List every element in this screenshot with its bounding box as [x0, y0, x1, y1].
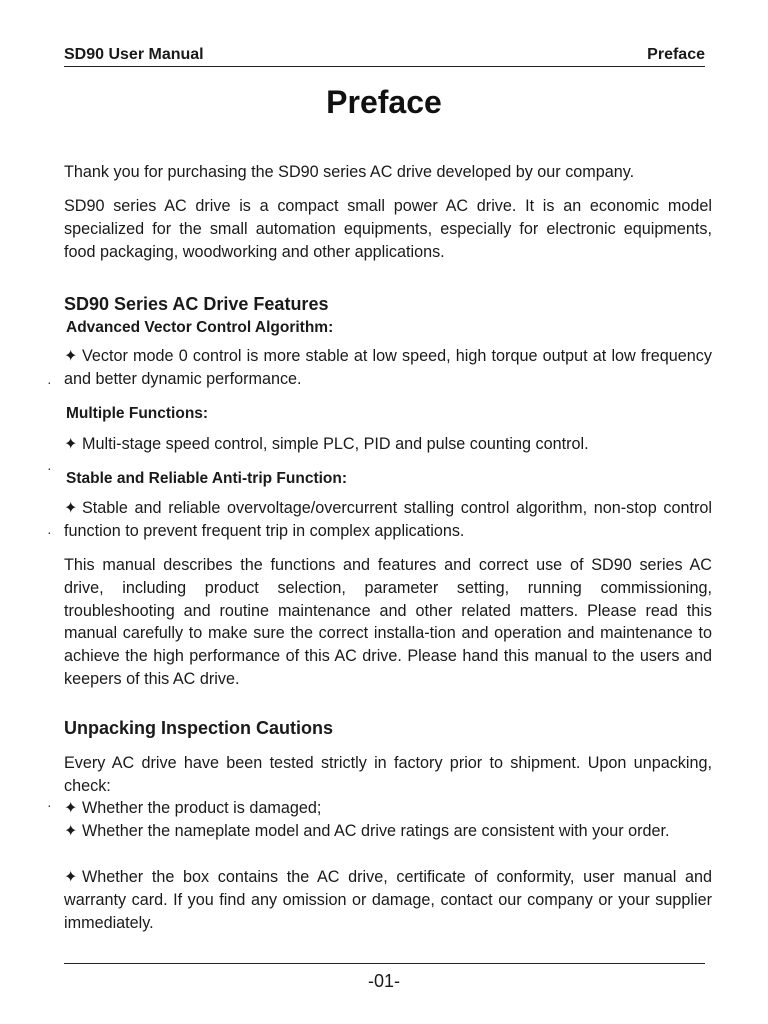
manual-description: This manual describes the functions and features and correct use of SD90 series AC drive, including product selection, parameter setting, running commissioning, troubleshooting and routine maintenance and other related matters. Please read this manual carefully to make sure the correct installa-tion and operation and maintenance to achieve the high performance of this AC drive. Please hand this manual to the users and keepers of this AC drive. [64, 556, 712, 688]
unpacking-bullet-2: ✦ Whether the nameplate model and AC drive ratings are consistent with your order. [64, 820, 712, 843]
feature-bullet-functions: ✦ Multi-stage speed control, simple PLC, PID and pulse counting control. [64, 433, 712, 456]
footer-divider [64, 963, 705, 964]
star-bullet-icon: ✦ [64, 799, 78, 817]
margin-dot: · [47, 797, 52, 813]
star-bullet-icon: ✦ [64, 822, 78, 840]
feature-title-vector: Advanced Vector Control Algorithm: [66, 319, 334, 336]
star-bullet-icon: ✦ [64, 347, 78, 365]
intro-paragraph-1: Thank you for purchasing the SD90 series AC drive developed by our company. [64, 163, 635, 181]
star-bullet-icon: ✦ [64, 868, 78, 886]
feature-title-antitrip: Stable and Reliable Anti-trip Function: [66, 470, 348, 487]
page-header [64, 44, 705, 67]
header-section-title: Preface [647, 46, 705, 63]
features-heading: SD90 Series AC Drive Features [64, 294, 329, 314]
header-manual-title: SD90 User Manual [64, 46, 204, 63]
feature-bullet-vector: ✦ Vector mode 0 control is more stable at low speed, high torque output at low frequency and better dynamic performance. [64, 347, 712, 388]
star-bullet-icon: ✦ [64, 499, 78, 517]
unpacking-intro: Every AC drive have been tested strictly in factory prior to shipment. Upon unpacking, check: [64, 754, 712, 795]
margin-dot: · [47, 524, 52, 540]
star-bullet-icon: ✦ [64, 435, 78, 453]
page-number: -01- [367, 971, 400, 991]
feature-bullet-antitrip: ✦ Stable and reliable overvoltage/overcurrent stalling control algorithm, non-stop control function to prevent frequent trip in complex applications. [64, 499, 712, 540]
margin-dot: · [47, 460, 52, 476]
margin-dot: · [47, 374, 52, 390]
unpacking-heading: Unpacking Inspection Cautions [64, 718, 334, 738]
page-title: Preface [326, 84, 442, 120]
intro-paragraph-2: SD90 series AC drive is a compact small power AC drive. It is an economic model specialized for the small automation equipments, especially for electronic equipments, food packaging, woodworking and other applications. [64, 197, 712, 261]
unpacking-bullet-1: ✦ Whether the product is damaged; [64, 797, 712, 820]
feature-title-functions: Multiple Functions: [66, 405, 209, 422]
unpacking-bullet-3: ✦ Whether the box contains the AC drive, certificate of conformity, user manual and warranty card. If you find any omission or damage, contact our company or your supplier immediately. [64, 868, 712, 932]
